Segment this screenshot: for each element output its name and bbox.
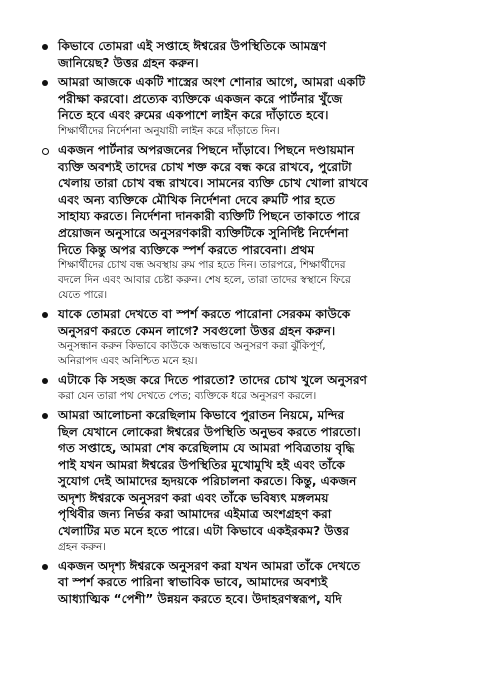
text-line: এবং অন্য ব্যক্তিকে মৌখিক নির্দেশনা দেবে রুমটি পার হতে [58, 192, 336, 207]
text-line: কিভাবে তোমরা এই সপ্তাহে ঈশ্বরের উপস্থিতিকে আমন্ত্রণ [58, 39, 327, 53]
list-item [58, 306, 443, 369]
instruction-line: শিক্ষার্থীদের চোখ বন্ধ অবস্থায় রুম পার হতে দিন। তারপরে, শিক্ষার্থীদের [58, 259, 346, 272]
text-line: নিতে হবে এবং রুমের একপাশে লাইন করে দাঁড়াতে হবে। [58, 108, 329, 123]
bullet-icon [42, 312, 48, 318]
text-line: আধ্যাত্মিক “পেশী” উন্নয়ন করতে হবে। উদাহরণস্বরূপ, যদি [58, 591, 342, 606]
text-line: অনুসরণ করতে কেমন লাগে? সবগুলো উত্তর গ্রহন করুন। [58, 323, 336, 338]
list-item [58, 38, 443, 71]
text-line: পরীক্ষা করবো। প্রত্যেক ব্যক্তিকে একজন করে পার্টনার খুঁজে [58, 91, 343, 106]
list-item [58, 74, 443, 139]
text-line: এটাকে কি সহজ করে দিতে পারতো? তাদের চোখ খুলে অনুসরণ [58, 373, 367, 388]
bullet-icon [42, 413, 48, 419]
hollow-bullet-icon [42, 148, 49, 155]
text-line: আমরা আলোচনা করেছিলাম কিভাবে পুরাতন নিয়মে, মন্দির [58, 407, 345, 422]
instruction-line: শিক্ষার্থীদের নির্দেশনা অনুযায়ী লাইন করে দাঁড়াতে দিন। [58, 124, 280, 137]
list-item [58, 372, 443, 404]
text-line: খেলাটির মত মনে হতে পারে। এটা কিভাবে একইরকম? উত্তর [58, 524, 350, 539]
instruction-line: বদলে দিন এবং আবার চেষ্টা করুন। শেষ হলে, তারা তাদের স্বস্থানে ফিরে [58, 274, 351, 287]
text-line: জানিয়েছ? উত্তর গ্রহন করুন। [58, 55, 199, 70]
instruction-line: অনুসন্ধান করুন কিভাবে কাউকে অন্ধভাবে অনুসরণ করা ঝুঁকিপূর্ণ, [58, 340, 326, 353]
text-line: পৃথিবীর জন্য নির্ভর করা আমাদের এইমাত্র অংশগ্রহণ করা [58, 507, 332, 522]
text-line: ছিল যেখানে লোকেরা ঈশ্বরের উপস্থিতি অনুভব করতে পারতো। [58, 424, 361, 439]
bullet-icon [42, 80, 48, 86]
list-item [58, 407, 443, 555]
text-line: বা স্পর্শ করতে পারিনা স্বাভাবিক ভাবে, আমাদের অবশ্যই [58, 575, 328, 590]
text-line: একজন অদৃশ্য ঈশ্বরকে অনুসরণ করা যখন আমরা তাঁকে দেখতে [58, 558, 361, 573]
text-line: আমরা আজকে একটি শাস্ত্রের অংশ শোনার আগে, আমরা একটি [58, 75, 366, 90]
instruction-line: করা যেন তারা পথ দেখতে পেত; ব্যক্তিকে ধরে অনুসরণ করলে। [58, 389, 317, 402]
instruction-line: যেতে পারে। [58, 289, 108, 302]
text-line: গত সপ্তাহে, আমরা শেষ করেছিলাম যে আমরা পবিত্রতায় বৃদ্ধি [58, 441, 355, 456]
bullet-icon [42, 564, 48, 570]
instruction-line: অনিরাপদ এবং অনিশ্চিত মনে হয়। [58, 355, 198, 368]
text-line: প্রয়োজন অনুসারে অনুসরণকারী ব্যক্তিটিকে সুনির্দিষ্ট নির্দেশনা [58, 225, 349, 240]
text-line: ব্যক্তি অবশ্যই তাদের চোখ শক্ত করে বন্ধ করে রাখবে, পুরোটা [58, 159, 352, 174]
text-line: দিতে কিন্তু অপর ব্যক্তিকে স্পর্শ করতে পারবেনা। প্রথম [58, 242, 315, 257]
bullet-icon [42, 44, 48, 50]
text-line: সাহায্য করতে। নির্দেশনা দানকারী ব্যক্তিটি পিছনে তাকাতে পারে [58, 209, 360, 224]
list-item [58, 558, 443, 608]
text-line: পাই যখন আমরা ঈশ্বরের উপস্থিতির মুখোমুখি হই এবং তাঁকে [58, 457, 345, 472]
bullet-icon [42, 378, 48, 384]
text-line: খেলায় তারা চোখ বন্ধ রাখবে। সামনের ব্যক্তি চোখ খোলা রাখবে [58, 176, 369, 191]
bullet-list [58, 38, 443, 607]
text-line: অদৃশ্য ঈশ্বরকে অনুসরণ করা এবং তাঁকে ভবিষ্যৎ মঙ্গলময় [58, 490, 329, 505]
text-line: একজন পার্টনার অপরজনের পিছনে দাঁড়াবে। পিছনে দণ্ডায়মান [58, 142, 355, 157]
text-line: সুযোগ দেই আমাদের হৃদয়কে পরিচালনা করতে। কিন্তু, একজন [58, 474, 357, 489]
instruction-line: গ্রহন করুন। [58, 540, 106, 553]
list-item [58, 142, 443, 303]
text-line: যাকে তোমরা দেখতে বা স্পর্শ করতে পারোনা সেরকম কাউকে [58, 307, 351, 322]
